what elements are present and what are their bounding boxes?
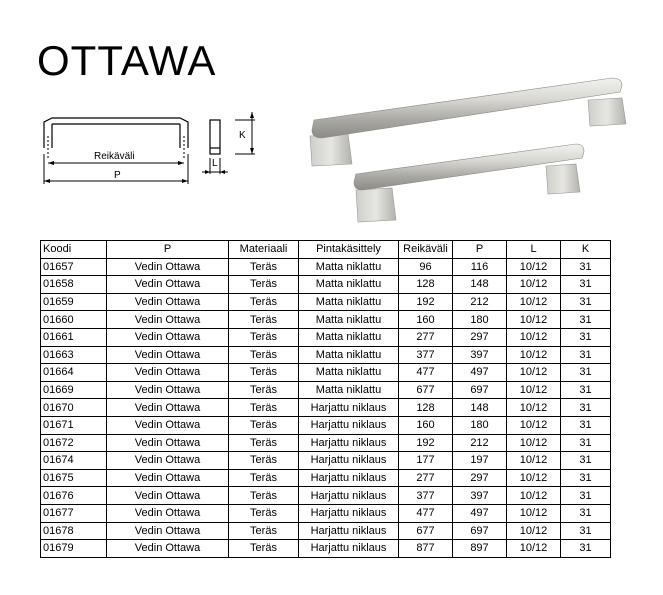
table-cell: 10/12 <box>507 276 561 294</box>
table-cell: 148 <box>453 276 507 294</box>
table-cell: Harjattu niklaus <box>299 434 399 452</box>
table-cell: Vedin Ottawa <box>107 328 229 346</box>
table-cell: Vedin Ottawa <box>107 469 229 487</box>
table-cell: 10/12 <box>507 364 561 382</box>
table-cell: Teräs <box>229 293 299 311</box>
dimension-diagram <box>30 108 270 188</box>
table-cell: Vedin Ottawa <box>107 364 229 382</box>
table-cell: 297 <box>453 469 507 487</box>
table-cell: 697 <box>453 381 507 399</box>
page-title: OTTAWA <box>37 37 217 84</box>
product-photo <box>300 70 640 230</box>
k-label: K <box>239 130 246 141</box>
table-cell: Teräs <box>229 434 299 452</box>
table-cell: 10/12 <box>507 399 561 417</box>
table-cell: 31 <box>561 487 611 505</box>
table-row <box>41 399 611 417</box>
table-cell: 01678 <box>41 522 107 540</box>
table-cell: 877 <box>399 540 453 558</box>
table-cell: 31 <box>561 328 611 346</box>
table-cell: Teräs <box>229 258 299 276</box>
header-p: P <box>453 241 507 259</box>
table-cell: 477 <box>399 504 453 522</box>
l-label: L <box>212 158 218 169</box>
table-cell: 397 <box>453 346 507 364</box>
table-cell: Teräs <box>229 399 299 417</box>
table-cell: Teräs <box>229 346 299 364</box>
table-cell: 10/12 <box>507 487 561 505</box>
table-cell: 31 <box>561 346 611 364</box>
table-cell: Vedin Ottawa <box>107 504 229 522</box>
table-cell: Teräs <box>229 328 299 346</box>
table-cell: 128 <box>399 399 453 417</box>
table-row <box>41 540 611 558</box>
table-row <box>41 381 611 399</box>
table-cell: Vedin Ottawa <box>107 487 229 505</box>
table-cell: 277 <box>399 469 453 487</box>
table-cell: Harjattu niklaus <box>299 504 399 522</box>
small-handle <box>354 144 584 222</box>
table-row <box>41 293 611 311</box>
table-cell: 160 <box>399 311 453 329</box>
table-cell: 01669 <box>41 381 107 399</box>
table-cell: 01671 <box>41 416 107 434</box>
table-cell: 10/12 <box>507 311 561 329</box>
table-cell: 31 <box>561 258 611 276</box>
table-cell: 116 <box>453 258 507 276</box>
table-row <box>41 487 611 505</box>
table-cell: 31 <box>561 540 611 558</box>
table-cell: 10/12 <box>507 416 561 434</box>
table-cell: 31 <box>561 452 611 470</box>
table-cell: Vedin Ottawa <box>107 381 229 399</box>
table-cell: 01659 <box>41 293 107 311</box>
table-cell: Vedin Ottawa <box>107 522 229 540</box>
table-row <box>41 346 611 364</box>
table-cell: 10/12 <box>507 504 561 522</box>
table-cell: 177 <box>399 452 453 470</box>
table-cell: 10/12 <box>507 258 561 276</box>
table-cell: Vedin Ottawa <box>107 276 229 294</box>
handle-side-view <box>210 120 220 154</box>
table-cell: Matta niklattu <box>299 328 399 346</box>
table-row <box>41 276 611 294</box>
table-cell: Vedin Ottawa <box>107 540 229 558</box>
header-materiaali: Materiaali <box>229 241 299 259</box>
table-row <box>41 328 611 346</box>
table-cell: 31 <box>561 399 611 417</box>
table-cell: Matta niklattu <box>299 381 399 399</box>
header-k: K <box>561 241 611 259</box>
table-cell: Harjattu niklaus <box>299 540 399 558</box>
table-cell: 497 <box>453 364 507 382</box>
table-cell: 160 <box>399 416 453 434</box>
table-cell: 180 <box>453 416 507 434</box>
table-cell: Harjattu niklaus <box>299 452 399 470</box>
table-cell: 96 <box>399 258 453 276</box>
table-cell: Vedin Ottawa <box>107 293 229 311</box>
table-cell: 31 <box>561 504 611 522</box>
table-cell: 01660 <box>41 311 107 329</box>
header-koodi: Koodi <box>41 241 107 259</box>
table-cell: 31 <box>561 311 611 329</box>
table-cell: 477 <box>399 364 453 382</box>
table-cell: 31 <box>561 416 611 434</box>
table-cell: Teräs <box>229 540 299 558</box>
table-cell: 01676 <box>41 487 107 505</box>
table-cell: 192 <box>399 434 453 452</box>
table-cell: Teräs <box>229 487 299 505</box>
table-cell: 31 <box>561 364 611 382</box>
table-cell: 31 <box>561 293 611 311</box>
table-cell: 01657 <box>41 258 107 276</box>
table-row <box>41 416 611 434</box>
table-cell: Harjattu niklaus <box>299 399 399 417</box>
table-cell: 10/12 <box>507 328 561 346</box>
p-label: P <box>114 170 121 181</box>
table-cell: 148 <box>453 399 507 417</box>
header-p-name: P <box>107 241 229 259</box>
table-cell: 297 <box>453 328 507 346</box>
table-cell: 10/12 <box>507 540 561 558</box>
table-cell: 10/12 <box>507 452 561 470</box>
table-cell: Matta niklattu <box>299 311 399 329</box>
table-cell: 10/12 <box>507 469 561 487</box>
table-cell: 397 <box>453 487 507 505</box>
table-cell: Matta niklattu <box>299 276 399 294</box>
table-cell: 677 <box>399 522 453 540</box>
spec-table <box>40 240 611 558</box>
table-cell: Harjattu niklaus <box>299 487 399 505</box>
reikavali-label: Reikäväli <box>94 151 135 162</box>
table-cell: 277 <box>399 328 453 346</box>
table-cell: 01674 <box>41 452 107 470</box>
table-cell: 677 <box>399 381 453 399</box>
table-cell: Harjattu niklaus <box>299 469 399 487</box>
table-cell: 01663 <box>41 346 107 364</box>
table-cell: Teräs <box>229 504 299 522</box>
table-cell: 377 <box>399 487 453 505</box>
table-cell: Matta niklattu <box>299 346 399 364</box>
table-cell: 01661 <box>41 328 107 346</box>
table-cell: 31 <box>561 434 611 452</box>
table-cell: Harjattu niklaus <box>299 522 399 540</box>
table-cell: Teräs <box>229 522 299 540</box>
table-cell: 197 <box>453 452 507 470</box>
table-row <box>41 258 611 276</box>
table-cell: 897 <box>453 540 507 558</box>
table-cell: 180 <box>453 311 507 329</box>
table-cell: 01677 <box>41 504 107 522</box>
table-cell: 128 <box>399 276 453 294</box>
table-cell: 31 <box>561 469 611 487</box>
header-l: L <box>507 241 561 259</box>
table-row <box>41 434 611 452</box>
table-row <box>41 452 611 470</box>
table-cell: 377 <box>399 346 453 364</box>
table-cell: Vedin Ottawa <box>107 258 229 276</box>
table-row <box>41 311 611 329</box>
table-cell: 212 <box>453 293 507 311</box>
table-row <box>41 504 611 522</box>
table-cell: 01672 <box>41 434 107 452</box>
table-cell: 10/12 <box>507 522 561 540</box>
table-cell: Teräs <box>229 469 299 487</box>
table-cell: 31 <box>561 381 611 399</box>
table-cell: Teräs <box>229 452 299 470</box>
table-row <box>41 469 611 487</box>
table-cell: Matta niklattu <box>299 293 399 311</box>
table-cell: 10/12 <box>507 346 561 364</box>
table-cell: Vedin Ottawa <box>107 452 229 470</box>
table-cell: 697 <box>453 522 507 540</box>
header-reikavali: Reikäväli <box>399 241 453 259</box>
table-cell: Teräs <box>229 311 299 329</box>
handle-front-view <box>44 118 188 148</box>
table-cell: Teräs <box>229 276 299 294</box>
table-cell: 01679 <box>41 540 107 558</box>
table-row <box>41 364 611 382</box>
table-row <box>41 522 611 540</box>
table-header-row <box>41 241 611 259</box>
table-cell: 01675 <box>41 469 107 487</box>
table-cell: Teräs <box>229 416 299 434</box>
header-pintakasittely: Pintakäsittely <box>299 241 399 259</box>
table-cell: Teräs <box>229 364 299 382</box>
table-cell: 01670 <box>41 399 107 417</box>
table-cell: Vedin Ottawa <box>107 399 229 417</box>
table-cell: 01664 <box>41 364 107 382</box>
table-cell: Matta niklattu <box>299 364 399 382</box>
table-cell: Vedin Ottawa <box>107 416 229 434</box>
table-cell: Vedin Ottawa <box>107 434 229 452</box>
table-cell: 31 <box>561 522 611 540</box>
table-cell: 10/12 <box>507 293 561 311</box>
table-cell: 212 <box>453 434 507 452</box>
table-cell: 01658 <box>41 276 107 294</box>
table-cell: Teräs <box>229 381 299 399</box>
table-cell: 10/12 <box>507 434 561 452</box>
table-cell: 497 <box>453 504 507 522</box>
table-cell: Vedin Ottawa <box>107 311 229 329</box>
table-cell: Harjattu niklaus <box>299 416 399 434</box>
table-cell: 10/12 <box>507 381 561 399</box>
table-cell: 192 <box>399 293 453 311</box>
table-cell: Matta niklattu <box>299 258 399 276</box>
table-cell: 31 <box>561 276 611 294</box>
table-cell: Vedin Ottawa <box>107 346 229 364</box>
